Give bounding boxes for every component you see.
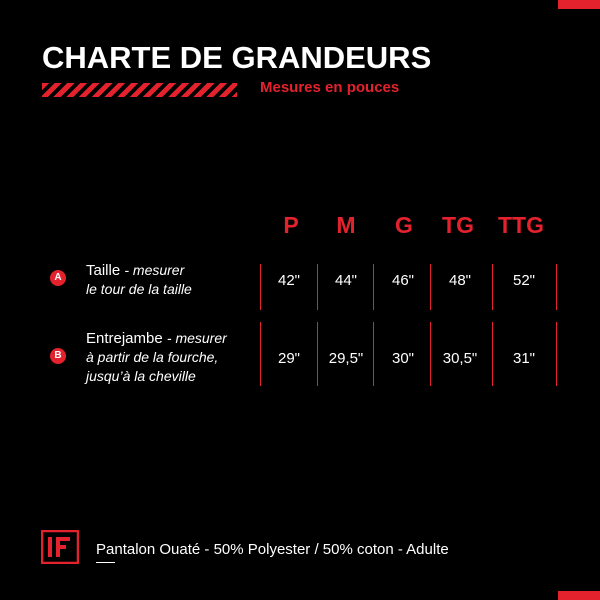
product-description: Pantalon Ouaté - 50% Polyester / 50% coton - Adulte bbox=[96, 541, 449, 558]
measure-hint: - mesurer bbox=[166, 330, 227, 346]
row-label-taille bbox=[86, 261, 192, 299]
size-header-tg: TG bbox=[442, 212, 474, 238]
cell-taille-p: 42" bbox=[277, 272, 300, 289]
brand-logo bbox=[41, 530, 79, 564]
footer-underline bbox=[96, 562, 115, 563]
cell-entrejambe-p: 29" bbox=[277, 350, 300, 367]
measure-hint: le tour de la taille bbox=[86, 281, 192, 297]
hazard-stripes bbox=[42, 83, 237, 97]
size-header-ttg: TTG bbox=[498, 212, 544, 238]
corner-accent-top bbox=[558, 0, 600, 9]
row-label-entrejambe bbox=[86, 329, 227, 386]
cell-entrejambe-g: 30" bbox=[391, 350, 414, 367]
cell-taille-tg: 48" bbox=[448, 272, 471, 289]
cell-taille-g: 46" bbox=[391, 272, 414, 289]
column-separator bbox=[492, 264, 493, 310]
measure-name: Entrejambe bbox=[86, 330, 163, 347]
page-subtitle: Mesures en pouces bbox=[260, 79, 400, 96]
size-header-g: G bbox=[395, 212, 413, 238]
cell-taille-ttg: 52" bbox=[512, 272, 535, 289]
cell-taille-m: 44" bbox=[334, 272, 357, 289]
measure-hint: - mesurer bbox=[124, 262, 185, 278]
measure-hint: jusqu’à la cheville bbox=[86, 368, 196, 384]
column-separator bbox=[556, 264, 557, 310]
cell-entrejambe-tg: 30,5" bbox=[442, 350, 478, 367]
measure-hint: à partir de la fourche, bbox=[86, 349, 219, 365]
row-badge-b: B bbox=[50, 348, 66, 364]
column-separator bbox=[556, 322, 557, 386]
size-header-p: P bbox=[283, 212, 299, 238]
cell-entrejambe-m: 29,5" bbox=[328, 350, 364, 367]
page-title: CHARTE DE GRANDEURS bbox=[42, 40, 432, 75]
size-header-m: M bbox=[336, 212, 356, 238]
cell-entrejambe-ttg: 31" bbox=[512, 350, 535, 367]
column-separator bbox=[492, 322, 493, 386]
corner-accent-bottom bbox=[558, 591, 600, 600]
row-badge-a: A bbox=[50, 270, 66, 286]
measure-name: Taille bbox=[86, 262, 121, 279]
